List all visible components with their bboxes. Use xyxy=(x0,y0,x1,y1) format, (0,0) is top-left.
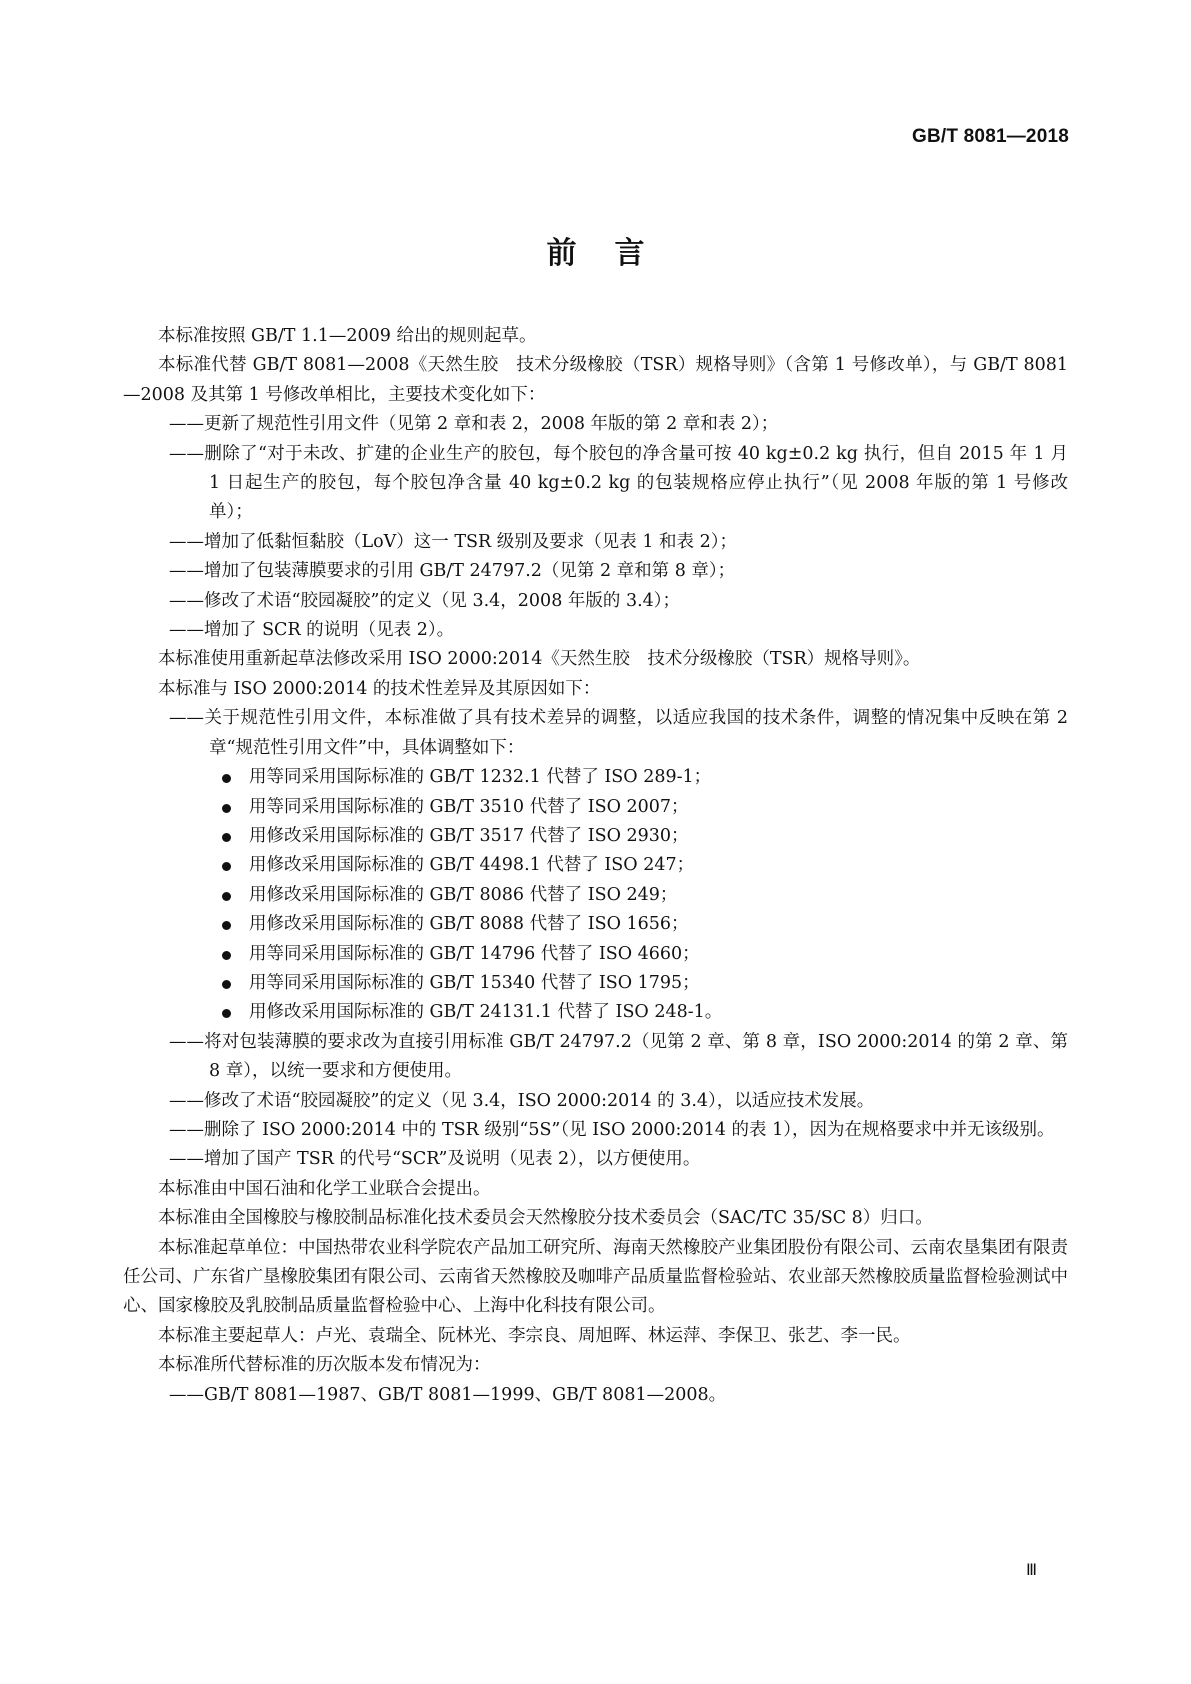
page-number: Ⅲ xyxy=(1025,1562,1037,1579)
dash-item: ——增加了 SCR 的说明（见表 2）。 xyxy=(169,620,455,641)
bullet-item xyxy=(123,793,1068,822)
page-title: 前言 xyxy=(546,236,683,271)
bullet-icon xyxy=(222,804,231,813)
bullet-icon xyxy=(222,921,231,930)
bullet-icon xyxy=(222,980,231,989)
bullet-text: 用修改采用国际标准的 GB/T 8086 代替了 ISO 249； xyxy=(249,884,678,905)
bullet-text: 用修改采用国际标准的 GB/T 8088 代替了 ISO 1656； xyxy=(249,914,689,935)
paragraph: 本标准由中国石油和化学工业联合会提出。 xyxy=(158,1178,491,1199)
dash-item: ——GB/T 8081—1987、GB/T 8081—1999、GB/T 8081—2008。 xyxy=(169,1384,727,1405)
dash-item: ——修改了术语“胶园凝胶”的定义（见 3.4，ISO 2000:2014 的 3.4），以适应技术发展。 xyxy=(169,1090,875,1111)
bullet-text: 用等同采用国际标准的 GB/T 14796 代替了 ISO 4660； xyxy=(249,943,700,964)
bullet-icon xyxy=(222,1009,231,1018)
bullet-text: 用修改采用国际标准的 GB/T 24131.1 代替了 ISO 248-1。 xyxy=(249,1002,723,1023)
dash-item: ——将对包装薄膜的要求改为直接引用标准 GB/T 24797.2（见第 2 章、第 8 章，ISO 2000:2014 的第 2 章、第 8 章），以统一要求和方便使用。 xyxy=(169,1031,1068,1082)
standard-number: GB/T 8081—2018 xyxy=(912,126,1069,147)
document-body xyxy=(123,322,1068,1410)
bullet-item xyxy=(123,940,1068,969)
bullet-icon xyxy=(222,833,231,842)
paragraph: 本标准使用重新起草法修改采用 ISO 2000:2014《天然生胶 技术分级橡胶（TSR）规格导则》。 xyxy=(158,649,921,670)
paragraph: 本标准与 ISO 2000:2014 的技术性差异及其原因如下： xyxy=(158,678,601,699)
dash-item: ——关于规范性引用文件，本标准做了具有技术差异的调整，以适应我国的技术条件，调整的情况集中反映在第 2 章“规范性引用文件”中，具体调整如下： xyxy=(169,708,1068,758)
bullet-text: 用等同采用国际标准的 GB/T 3510 代替了 ISO 2007； xyxy=(249,796,689,817)
paragraph: 本标准起草单位：中国热带农业科学院农产品加工研究所、海南天然橡胶产业集团股份有限公司、云南农垦集团有限责任公司、广东省广垦橡胶集团有限公司、云南省天然橡胶及咖啡产品质量监督检验站、农业部天然橡胶质量监督检验测试中心、国家橡胶及乳胶制品质量监督检验中心、上海中化科技有限公司。 xyxy=(123,1237,1068,1317)
paragraph: 本标准代替 GB/T 8081—2008《天然生胶 技术分级橡胶（TSR）规格导则》（含第 1 号修改单），与 GB/T 8081—2008 及其第 1 号修改单相比，主要技术变化如下： xyxy=(123,355,1068,405)
dash-item: ——删除了“对于未改、扩建的企业生产的胶包，每个胶包的净含量可按 40 kg±0.2 kg 执行，但自 2015 年 1 月 1 日起生产的胶包，每个胶包净含量 40 kg±0.2 kg 的包装规格应停止执行”（见 2008 年版的第 1 号修改单）； xyxy=(169,443,1068,523)
bullet-item xyxy=(123,881,1068,910)
bullet-icon xyxy=(222,892,231,901)
dash-item: ——删除了 ISO 2000:2014 中的 TSR 级别“5S”（见 ISO 2000:2014 的表 1），因为在规格要求中并无该级别。 xyxy=(169,1119,1055,1140)
bullet-text: 用等同采用国际标准的 GB/T 1232.1 代替了 ISO 289-1； xyxy=(249,767,712,788)
dash-item: ——修改了术语“胶园凝胶”的定义（见 3.4，2008 年版的 3.4）； xyxy=(169,590,681,611)
paragraph: 本标准按照 GB/T 1.1—2009 给出的规则起草。 xyxy=(158,326,537,346)
bullet-icon xyxy=(222,862,231,871)
bullet-item xyxy=(123,969,1068,998)
bullet-item xyxy=(123,910,1068,939)
dash-item: ——增加了包装薄膜要求的引用 GB/T 24797.2（见第 2 章和第 8 章）； xyxy=(169,561,736,582)
dash-item: ——增加了低黏恒黏胶（LoV）这一 TSR 级别及要求（见表 1 和表 2）； xyxy=(169,531,737,552)
bullet-text: 用修改采用国际标准的 GB/T 3517 代替了 ISO 2930； xyxy=(249,825,689,846)
dash-item: ——增加了国产 TSR 的代号“SCR”及说明（见表 2），以方便使用。 xyxy=(169,1149,701,1170)
bullet-item xyxy=(123,851,1068,880)
bullet-icon xyxy=(222,951,231,960)
bullet-item xyxy=(123,822,1068,851)
bullet-item xyxy=(123,998,1068,1027)
bullet-icon xyxy=(222,774,231,783)
paragraph: 本标准由全国橡胶与橡胶制品标准化技术委员会天然橡胶分技术委员会（SAC/TC 35/SC 8）归口。 xyxy=(158,1208,933,1229)
bullet-text: 用修改采用国际标准的 GB/T 4498.1 代替了 ISO 247； xyxy=(249,855,695,876)
dash-item: ——更新了规范性引用文件（见第 2 章和表 2，2008 年版的第 2 章和表 2）； xyxy=(169,414,779,435)
bullet-item xyxy=(123,763,1068,792)
paragraph: 本标准主要起草人：卢光、袁瑞全、阮林光、李宗良、周旭晖、林运萍、李保卫、张艺、李一民。 xyxy=(158,1325,911,1346)
bullet-text: 用等同采用国际标准的 GB/T 15340 代替了 ISO 1795； xyxy=(249,972,700,993)
paragraph: 本标准所代替标准的历次版本发布情况为： xyxy=(158,1355,491,1376)
